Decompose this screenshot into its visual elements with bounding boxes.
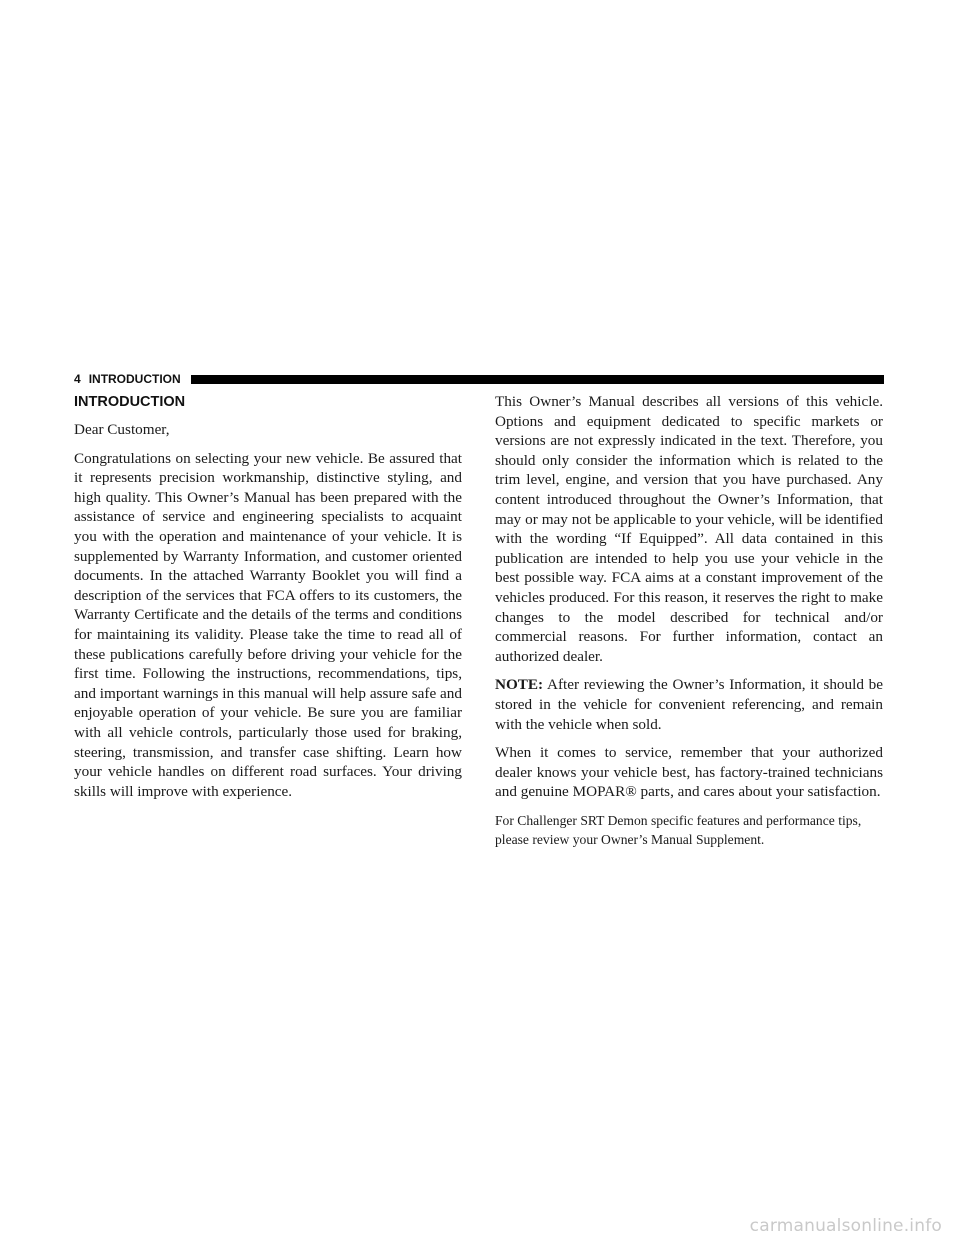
section-heading: INTRODUCTION bbox=[74, 394, 186, 410]
manual-versions-paragraph: This Owner’s Manual describes all versions of this vehicle. Options and equipment dedicated to specific markets or versions are not expressly indicated in the text. Therefore, you should only consider the information which is related to the trim level, engine, and version that you have purchased. Any content introduced throughout the Owner’s Information, that may or may not be applicable to your vehicle, will be identified with the wording “If Equipped”. All data contained in this publication are intended to help you use your vehicle in the best possible way. FCA aims at a constant improvement of the vehicles produced. For this reason, it reserves the right to make changes to the model described for technical and/or commercial reasons. For further information, contact an authorized dealer. bbox=[495, 393, 883, 665]
note-label: NOTE: bbox=[495, 676, 544, 694]
supplement-paragraph: For Challenger SRT Demon specific features and performance tips, please review your Owner’s Manual Supplement. bbox=[495, 812, 862, 848]
running-header-title: INTRODUCTION bbox=[88, 372, 181, 386]
service-paragraph: When it comes to service, remember that your authorized dealer knows your vehicle best, has factory-trained technicians and genuine MOPAR® parts, and cares about your satisfaction. bbox=[495, 744, 883, 801]
watermark: carmanualsonline.info bbox=[749, 1216, 942, 1236]
salutation: Dear Customer, bbox=[74, 421, 170, 438]
running-header bbox=[74, 372, 884, 386]
intro-paragraph: Congratulations on selecting your new vehicle. Be assured that it represents precision workmanship, distinctive styling, and high quality. This Owner’s Manual has been prepared with the assistance of service and engineering specialists to acquaint you with the operation and maintenance of your vehicle. It is supplemented by Warranty Information, and customer oriented documents. In the attached Warranty Booklet you will find a description of the services that FCA offers to its customers, the Warranty Certificate and the details of the terms and conditions for maintaining its validity. Please take the time to read all of these publications carefully before driving your vehicle for the first time. Following the instructions, recommendations, tips, and important warnings in this manual will help assure safe and enjoyable operation of your vehicle. Be sure you are familiar with all vehicle controls, particularly those used for braking, steering, transmission, and transfer case shifting. Learn how your vehicle handles on different road surfaces. Your driving skills will improve with experience. bbox=[74, 449, 462, 800]
note-text: After reviewing the Owner’s Information, it should be stored in the vehicle for convenient referencing, and remain with the vehicle when sold. bbox=[495, 676, 883, 733]
header-rule bbox=[191, 375, 884, 384]
page-number: 4 bbox=[74, 372, 81, 386]
note-paragraph bbox=[495, 675, 883, 734]
right-column bbox=[495, 392, 883, 859]
left-column bbox=[74, 392, 462, 810]
